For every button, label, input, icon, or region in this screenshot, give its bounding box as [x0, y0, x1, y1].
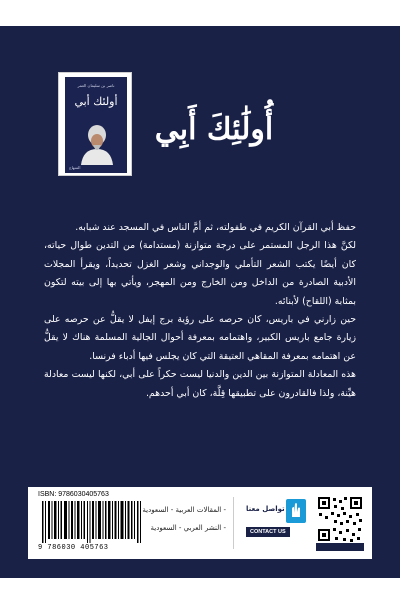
blurb-paragraph-3: حين زارني في باريس، كان حرصه على رؤية برج إيفل لا يقلُّ عن حرصه على زيارة جامع باريس الكبير، واهتمامه بمعرفة أحوال الجالية المسلمة هناك لا يقلُّ عن اهتمامه بمعرفة المقاهي العتيقة التي كان يجلس فيها أدباء فرنسا.	[44, 314, 356, 362]
thumbnail-cover	[65, 77, 127, 173]
blurb-paragraph-4: هذه المعادلة المتوازنة بين الدين والدنيا ليست حكراً على أبي، لكنها ليست معادلة هيِّنة، ولذا فالقادرون على تطبيقها قِلَّة، كان أبي أحدهم.	[44, 369, 356, 399]
contact-label-arabic: تواصل معنا	[246, 505, 285, 513]
barcode-bars	[42, 501, 142, 543]
book-title: أُولَٰئِكَ أَبِي	[154, 112, 274, 147]
distribution-item: - المقالات العربية - السعودية	[142, 506, 226, 514]
isbn-label: ISBN: 9786030405763	[38, 491, 109, 498]
distribution-item: - النشر العربي - السعودية	[150, 524, 226, 532]
contact-block	[244, 497, 308, 549]
qr-code-icon	[316, 495, 364, 551]
blurb-text	[44, 219, 356, 403]
portrait-figure-icon	[79, 121, 115, 165]
isbn-barcode	[38, 491, 146, 555]
isbn-digits: 9 786030 405763	[38, 544, 109, 552]
thumbnail-author: ناصر بن سليمان العمر	[77, 83, 115, 88]
contact-label-english: CONTACT US	[246, 527, 290, 537]
publisher-strip	[28, 487, 372, 559]
thumbnail-publisher: المنهاج	[69, 165, 81, 170]
blurb-paragraph-2: لكنَّ هذا الرجل المستمر على درجة متوازنة (مستدامة) من التدين طوال حياته، كان أيضًا يكتب الشعر التأملي والوجداني وشعر الغزل تحديداً، ويقرأ المجلات الأدبية الصادرة من الداخل ومن الخارج ومن المهجر، ويأتي بها إلى بيته لتكون بمثابة (اللقاح) لأبنائه.	[44, 240, 356, 307]
distribution-list	[142, 501, 226, 537]
book-thumbnail	[58, 72, 132, 176]
divider	[233, 497, 234, 549]
thumbnail-title: أولئك أبي	[74, 95, 118, 108]
blurb-paragraph-1: حفظ أبي القرآن الكريم في طفولته، ثم أمَّ الناس في المسجد عند شبابه.	[75, 222, 356, 233]
pointing-hand-icon	[286, 499, 306, 523]
